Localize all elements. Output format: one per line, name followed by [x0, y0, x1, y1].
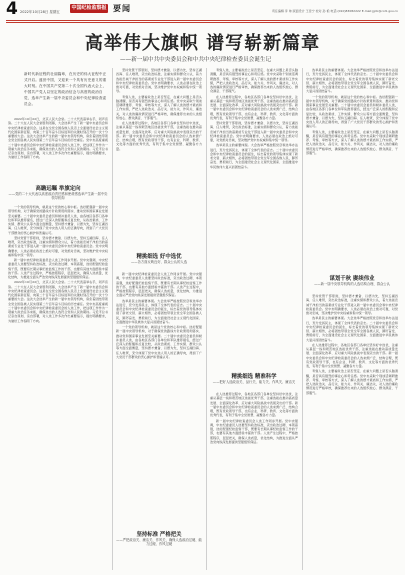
- masthead: [0, 0, 405, 22]
- section-title-3: 坚持标准 严格把关: [136, 532, 182, 538]
- body-paragraph: 2022年10月22日，北京人民大会堂。二十大代表高举右手，同声宣誓。二十大在人民大会堂胜利闭幕，大会选举产生了新一届中央委员会和中央纪律检查委员会。这是在全党全国各族人民迈上全面建设社会主义现代化国家新征程、向第二个百年奋斗目标进军的关键时刻召开的一次十分重要的大会。这次大会选举产生的新一届中央领导机构，肩负着团结带领全党全国各族人民实现第二个百年奋斗目标的历史重任。党中央高度重视二十届中央委员会和中央纪律检查委员会的人选工作，把这项工作作为一项重大政治任务来抓，确保选出的人选符合党和人民的期待。习近平总书记亲自谋划、亲自部署，对人选工作多次作出重要指示，提出明确要求，为做好工作指明了方向。: [8, 280, 108, 323]
- body-paragraph: 新一届中央纪律检查委员会人选工作同步开展。党中央强调，中央纪委委员人选要坚持政治标准，突出政治过硬、本领高强，选好配强纪检监察干部，既要有长期从事纪检监察工作的干部，也要有其他方面经验丰富的干部。人选产生过程中，严格按照程序，层层把关，确保人选质量，优化结构，为推进全面从严治党向纵深发展提供坚强组织保证。: [8, 258, 108, 279]
- section-title-4: 精挑细选 好中选优: [136, 254, 182, 260]
- section-name: 要闻: [113, 4, 131, 13]
- body-column-3-top: [210, 68, 298, 366]
- paper-name-badge: 中国纪检监察报: [71, 5, 107, 11]
- subheadline: ——新一届中共中央委员会和中共中央纪律检查委员会诞生记: [120, 57, 272, 63]
- page-number: 4: [6, 0, 18, 19]
- body-column-4-bottom: [306, 294, 398, 570]
- body-paragraph: 坚持党管干部原则，坚持德才兼备、以德为先，坚持五湖四海、任人唯贤，突出政治标准，注重实绩和群众公认，着力选拔忠诚干净担当的高素质专业化干部进入新一届中央委员会和中央纪律检查委员会。党中央明确要求，人选必须在政治上绝对可靠，对党绝对忠诚，坚决维护党中央权威和集中统一领导。: [210, 121, 298, 142]
- section-title-5: 精挑细选 精准科学: [231, 374, 277, 380]
- body-column-1: [8, 205, 108, 570]
- body-paragraph: 选举是民主的重要体现。大会选举严格按照党章和选举办法进行，充分发扬民主，体现了全体代表的意志。二十届中央委员会和中央纪律检查委员会的诞生，标志着党的领导集体实现了新老交替、薪火相传，必将团结带领全党全军全国各族人民，踔厉奋发、勇毅前行，为全面建设社会主义现代化国家、全面推进中华民族伟大复兴而团结奋斗。: [306, 68, 398, 94]
- body-column-3-bottom: [210, 392, 298, 570]
- date-line: 2022年10月28日 星期五: [20, 10, 60, 14]
- section-subtitle-6: ——新一届中央领导机构的人选结构合理、群众公认: [314, 282, 390, 286]
- body-column-4-top: [306, 68, 398, 268]
- body-paragraph: 一个党的领导机构，就是这个党的核心和中枢。选好配强新一届中央领导机构，对于确保党的路线方针政策贯彻落实、推动党和国家事业发展至关重要。二十届中央委员会委员和候补委员人选，由各地区各部门各单位和军队推荐提名，经过广泛深入的酝酿和反复比较，从政治素质、工作实绩、群众公认等方面全面衡量，坚持德才兼备、以德为先，坚持五湖四海、任人唯贤，充分体现了党中央选人用人的正确导向，得到了广大党员干部群众的衷心拥护和普遍认可。: [306, 94, 398, 129]
- body-paragraph: 考察人选，主要看政治上是否坚定、在重大问题上是否头脑清醒，是否具有强烈的事业心和责任感。党中央采取个别谈话调研推荐、考察、审核等方式，深入了解人选的德才素质和工作实绩，严把人选政治关、品行关、能力关、作风关、廉洁关，对人选的廉政情况进行严格审核，确保推荐出来的人选组织放心、群众满意、干部服气。: [116, 94, 202, 120]
- body-column-2-mid: [116, 272, 202, 522]
- section-subtitle-1: ——党的二十大代表以高度政治责任感和使命感选举产生新一届中央领导机构: [8, 192, 108, 201]
- section-subtitle-3: ——严把政治关、廉洁关、作风关，确保人选政治过硬、能力过硬、作风过硬: [116, 538, 202, 547]
- editor-credits: 责任编辑 李 帅 版面设计 王佳宁 校对 孙 艳 电话:(010)83082222 E-mail:jjjcb@ccdi.gov.cn: [271, 9, 398, 13]
- column-divider: [302, 68, 303, 570]
- body-paragraph: 坚持党管干部原则，坚持德才兼备、以德为先，坚持五湖四海、任人唯贤，突出政治标准，注重实绩和群众公认，着力选拔忠诚干净担当的高素质专业化干部进入新一届中央委员会和中央纪律检查委员会。党中央明确要求，人选必须在政治上绝对可靠，对党绝对忠诚，坚决维护党中央权威和集中统一领导。: [116, 68, 202, 94]
- body-paragraph: 2022年10月22日，北京人民大会堂。二十大代表高举右手，同声宣誓。二十大在人民大会堂胜利闭幕，大会选举产生了新一届中央委员会和中央纪律检查委员会。这是在全党全国各族人民迈上全面建设社会主义现代化国家新征程、向第二个百年奋斗目标进军的关键时刻召开的一次十分重要的大会。这次大会选举产生的新一届中央领导机构，肩负着团结带领全党全国各族人民实现第二个百年奋斗目标的历史重任。党中央高度重视二十届中央委员会和中央纪律检查委员会的人选工作，把这项工作作为一项重大政治任务来抓，确保选出的人选符合党和人民的期待。习近平总书记亲自谋划、亲自部署，对人选工作多次作出重要指示，提出明确要求，为做好工作指明了方向。: [8, 117, 108, 160]
- masthead-rule-thin: [6, 22, 399, 23]
- body-paragraph: 考察人选，主要看政治上是否坚定、在重大问题上是否头脑清醒，是否具有强烈的事业心和责任感。党中央采取个别谈话调研推荐、考察、审核等方式，深入了解人选的德才素质和工作实绩，严把人选政治关、品行关、能力关、作风关、廉洁关，对人选的廉政情况进行严格审核，确保推荐出来的人选组织放心、群众满意、干部服气。: [306, 129, 398, 155]
- body-paragraph: 在人选推荐过程中，各地区各部门各单位坚持好中选优，注重从基层一线和艰苦地区选拔优秀干部，注重选拔在推动高质量发展、全面深化改革、应对重大风险挑战中表现突出的干部。新一届中央委员会和中央纪律检查委员会的人选来源广泛、结构合理，既有党政领导干部，也有企业、科研、教育、文化等方面的优秀代表，有利于集中全党智慧、凝聚各方力量。: [306, 342, 398, 368]
- column-divider: [206, 68, 207, 570]
- section-title-1: 高瞻远瞩 举旗定向: [35, 186, 81, 192]
- body-paragraph: 新一届中央纪律检查委员会人选工作同步开展。党中央强调，中央纪委委员人选要坚持政治标准，突出政治过硬、本领高强，选好配强纪检监察干部，既要有长期从事纪检监察工作的干部，也要有其他方面经验丰富的干部。人选产生过程中，严格按照程序，层层把关，确保人选质量，优化结构，为推进全面从严治党向纵深发展提供坚强组织保证。: [210, 418, 298, 444]
- headline: 高举伟大旗帜 谱写崭新篇章: [84, 33, 321, 54]
- body-paragraph: 坚持党管干部原则，坚持德才兼备、以德为先，坚持五湖四海、任人唯贤，突出政治标准，注重实绩和群众公认，着力选拔忠诚干净担当的高素质专业化干部进入新一届中央委员会和中央纪律检查委员会。党中央明确要求，人选必须在政治上绝对可靠，对党绝对忠诚，坚决维护党中央权威和集中统一领导。: [306, 294, 398, 315]
- body-paragraph: 在人选推荐过程中，各地区各部门各单位坚持好中选优，注重从基层一线和艰苦地区选拔优秀干部，注重选拔在推动高质量发展、全面深化改革、应对重大风险挑战中表现突出的干部。新一届中央委员会和中央纪律检查委员会的人选来源广泛、结构合理，既有党政领导干部，也有企业、科研、教育、文化等方面的优秀代表，有利于集中全党智慧、凝聚各方力量。: [210, 392, 298, 418]
- body-paragraph: 选举是民主的重要体现。大会选举严格按照党章和选举办法进行，充分发扬民主，体现了全体代表的意志。二十届中央委员会和中央纪律检查委员会的诞生，标志着党的领导集体实现了新老交替、薪火相传，必将团结带领全党全军全国各族人民，踔厉奋发、勇毅前行，为全面建设社会主义现代化国家、全面推进中华民族伟大复兴而团结奋斗。: [116, 298, 202, 324]
- column-divider: [112, 68, 113, 570]
- body-column-1-top: [8, 117, 108, 181]
- body-paragraph: 选举是民主的重要体现。大会选举严格按照党章和选举办法进行，充分发扬民主，体现了全体代表的意志。二十届中央委员会和中央纪律检查委员会的诞生，标志着党的领导集体实现了新老交替、薪火相传，必将团结带领全党全军全国各族人民，踔厉奋发、勇毅前行，为全面建设社会主义现代化国家、全面推进中华民族伟大复兴而团结奋斗。: [306, 316, 398, 342]
- body-paragraph: 选举是民主的重要体现。大会选举严格按照党章和选举办法进行，充分发扬民主，体现了全体代表的意志。二十届中央委员会和中央纪律检查委员会的诞生，标志着党的领导集体实现了新老交替、薪火相传，必将团结带领全党全军全国各族人民，踔厉奋发、勇毅前行，为全面建设社会主义现代化国家、全面推进中华民族伟大复兴而团结奋斗。: [210, 143, 298, 169]
- body-paragraph: 考察人选，主要看政治上是否坚定、在重大问题上是否头脑清醒，是否具有强烈的事业心和责任感。党中央采取个别谈话调研推荐、考察、审核等方式，深入了解人选的德才素质和工作实绩，严把人选政治关、品行关、能力关、作风关、廉洁关，对人选的廉政情况进行严格审核，确保推荐出来的人选组织放心、群众满意、干部服气。: [306, 369, 398, 395]
- body-column-2-top: [116, 68, 202, 248]
- body-paragraph: 在人选推荐过程中，各地区各部门各单位坚持好中选优，注重从基层一线和艰苦地区选拔优秀干部，注重选拔在推动高质量发展、全面深化改革、应对重大风险挑战中表现突出的干部。新一届中央委员会和中央纪律检查委员会的人选来源广泛、结构合理，既有党政领导干部，也有企业、科研、教育、文化等方面的优秀代表，有利于集中全党智慧、凝聚各方力量。: [210, 94, 298, 120]
- body-paragraph: 一个党的领导机构，就是这个党的核心和中枢。选好配强新一届中央领导机构，对于确保党的路线方针政策贯彻落实、推动党和国家事业发展至关重要。二十届中央委员会委员和候补委员人选，由各地区各部门各单位和军队推荐提名，经过广泛深入的酝酿和反复比较，从政治素质、工作实绩、群众公认等方面全面衡量，坚持德才兼备、以德为先，坚持五湖四海、任人唯贤，充分体现了党中央选人用人的正确导向，得到了广大党员干部群众的衷心拥护和普遍认可。: [8, 205, 108, 235]
- lede-paragraph: 新时代新征程的壮丽篇章，在历史的伟大征程中正式开启。盛世中国，又迎来一个具有历史意义的重大时刻。在中国共产党第二十次全国代表大会上，中国共产党人以坚定的政治信念与高度的政治自觉，选举产生新一届中央委员会和中央纪律检查委员会。: [24, 72, 107, 106]
- body-paragraph: 新一届中央纪律检查委员会人选工作同步开展。党中央强调，中央纪委委员人选要坚持政治标准，突出政治过硬、本领高强，选好配强纪检监察干部，既要有长期从事纪检监察工作的干部，也要有其他方面经验丰富的干部。人选产生过程中，严格按照程序，层层把关，确保人选质量，优化结构，为推进全面从严治党向纵深发展提供坚强组织保证。: [116, 272, 202, 298]
- body-paragraph: 坚持党管干部原则，坚持德才兼备、以德为先，坚持五湖四海、任人唯贤，突出政治标准，注重实绩和群众公认，着力选拔忠诚干净担当的高素质专业化干部进入新一届中央委员会和中央纪律检查委员会。党中央明确要求，人选必须在政治上绝对可靠，对党绝对忠诚，坚决维护党中央权威和集中统一领导。: [8, 235, 108, 257]
- masthead-rule: [6, 20, 399, 21]
- section-subtitle-5: ——把好人选政治关、品行关、能力关、作风关、廉洁关: [212, 380, 296, 384]
- section-subtitle-4: ——各方面反映良好、群众公认的人选: [130, 260, 188, 264]
- body-paragraph: 在人选推荐过程中，各地区各部门各单位坚持好中选优，注重从基层一线和艰苦地区选拔优秀干部，注重选拔在推动高质量发展、全面深化改革、应对重大风险挑战中表现突出的干部。新一届中央委员会和中央纪律检查委员会的人选来源广泛、结构合理，既有党政领导干部，也有企业、科研、教育、文化等方面的优秀代表，有利于集中全党智慧、凝聚各方力量。: [116, 121, 202, 151]
- body-paragraph: 考察人选，主要看政治上是否坚定、在重大问题上是否头脑清醒，是否具有强烈的事业心和责任感。党中央采取个别谈话调研推荐、考察、审核等方式，深入了解人选的德才素质和工作实绩，严把人选政治关、品行关、能力关、作风关、廉洁关，对人选的廉政情况进行严格审核，确保推荐出来的人选组织放心、群众满意、干部服气。: [210, 68, 298, 94]
- section-title-6: 谋划千秋 赓续伟业: [329, 276, 375, 282]
- body-paragraph: 一个党的领导机构，就是这个党的核心和中枢。选好配强新一届中央领导机构，对于确保党的路线方针政策贯彻落实、推动党和国家事业发展至关重要。二十届中央委员会委员和候补委员人选，由各地区各部门各单位和军队推荐提名，经过广泛深入的酝酿和反复比较，从政治素质、工作实绩、群众公认等方面全面衡量，坚持德才兼备、以德为先，坚持五湖四海、任人唯贤，充分体现了党中央选人用人的正确导向，得到了广大党员干部群众的衷心拥护和普遍认可。: [116, 325, 202, 359]
